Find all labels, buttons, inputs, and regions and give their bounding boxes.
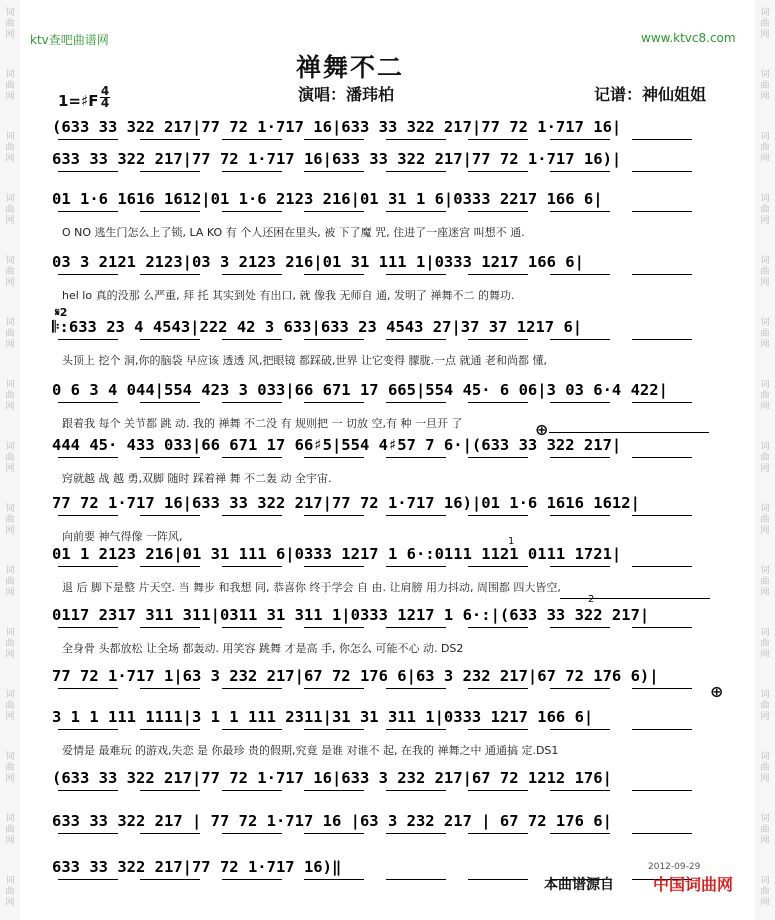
beam-line [140, 688, 200, 689]
beam-line [304, 627, 364, 628]
beam-line [140, 339, 200, 340]
watermark-char: 曲 [5, 81, 15, 91]
beam-line [58, 515, 118, 516]
beam-line [468, 339, 528, 340]
watermark-char: 曲 [760, 701, 770, 711]
watermark-char: 网 [5, 650, 15, 660]
watermark-char: 词 [760, 814, 770, 824]
watermark-char: 曲 [760, 329, 770, 339]
beam-line [632, 729, 692, 730]
watermark-char: 词 [760, 752, 770, 762]
beam-line [632, 171, 692, 172]
beam-line [304, 171, 364, 172]
watermark-char: 网 [760, 402, 770, 412]
watermark-glyph [758, 380, 772, 413]
watermark-char: 曲 [760, 825, 770, 835]
watermark-char: 曲 [760, 391, 770, 401]
coda-mark: ⊕ [535, 420, 549, 439]
beam-lines [52, 274, 712, 279]
watermark-glyph [3, 70, 17, 103]
watermark-char: 网 [5, 712, 15, 722]
beam-line [386, 879, 446, 880]
site-left-link[interactable]: ktv查吧曲谱网 [30, 33, 109, 47]
beam-line [58, 339, 118, 340]
notation-row: 77 72 1·717 16|633 33 322 217|77 72 1·717 16)|01 1·6 1616 1612| [52, 494, 640, 512]
watermark-glyph [3, 690, 17, 723]
watermark-char: 曲 [5, 329, 15, 339]
watermark-glyph [3, 442, 17, 475]
watermark-char: 网 [760, 92, 770, 102]
beam-line [58, 688, 118, 689]
beam-line [386, 402, 446, 403]
beam-line [386, 790, 446, 791]
watermark-char: 曲 [5, 205, 15, 215]
watermark-char: 曲 [5, 143, 15, 153]
beam-line [304, 833, 364, 834]
beam-line [222, 879, 282, 880]
watermark-char: 词 [760, 504, 770, 514]
watermark-glyph [758, 814, 772, 847]
beam-line [468, 402, 528, 403]
watermark-char: 词 [760, 566, 770, 576]
watermark-char: 网 [760, 30, 770, 40]
beam-line [304, 211, 364, 212]
watermark-glyph [3, 8, 17, 41]
beam-line [468, 515, 528, 516]
key-signature: 1=♯F [58, 92, 99, 110]
watermark-glyph [758, 628, 772, 661]
watermark-char: 网 [5, 402, 15, 412]
watermark-glyph [3, 132, 17, 165]
footer-source-label: 本曲谱源自 [544, 877, 614, 893]
beam-line [550, 688, 610, 689]
beam-lines [52, 729, 712, 734]
beam-lines [52, 833, 712, 838]
beam-line [58, 566, 118, 567]
beam-line [304, 339, 364, 340]
beam-line [468, 729, 528, 730]
time-sig-top: 4 [100, 84, 110, 98]
beam-line [632, 402, 692, 403]
watermark-glyph [758, 318, 772, 351]
beam-line [304, 879, 364, 880]
watermark-char: 词 [5, 380, 15, 390]
beam-line [58, 139, 118, 140]
beam-line [140, 457, 200, 458]
beam-line [222, 729, 282, 730]
watermark-glyph [3, 814, 17, 847]
beam-line [58, 457, 118, 458]
watermark-char: 曲 [760, 887, 770, 897]
watermark-char: 词 [760, 876, 770, 886]
watermark-char: 网 [5, 836, 15, 846]
beam-line [222, 339, 282, 340]
beam-line [58, 790, 118, 791]
beam-lines [52, 627, 712, 632]
volta-first: 1 [508, 536, 515, 547]
notation-row: 444 45· 433 033|66 671 17 66♯5|554 4♯57 7 6·|(633 33 322 217| [52, 436, 622, 454]
footer-source-brand[interactable]: 中国词曲网 [653, 875, 734, 894]
watermark-char: 词 [760, 442, 770, 452]
beam-line [632, 833, 692, 834]
beam-line [386, 688, 446, 689]
watermark-char: 网 [5, 30, 15, 40]
beam-line [140, 171, 200, 172]
watermark-char: 网 [760, 836, 770, 846]
beam-lines [52, 688, 712, 693]
beam-line [58, 171, 118, 172]
beam-line [386, 274, 446, 275]
beam-line [550, 833, 610, 834]
watermark-char: 词 [760, 690, 770, 700]
beam-line [58, 274, 118, 275]
watermark-char: 曲 [5, 391, 15, 401]
watermark-char: 曲 [5, 19, 15, 29]
beam-line [304, 457, 364, 458]
beam-line [304, 515, 364, 516]
beam-line [386, 171, 446, 172]
beam-line [550, 339, 610, 340]
watermark-glyph [758, 194, 772, 227]
beam-line [222, 833, 282, 834]
watermark-glyph [3, 380, 17, 413]
beam-line [222, 566, 282, 567]
watermark-char: 曲 [760, 453, 770, 463]
volta-bracket-first [549, 432, 709, 433]
watermark-char: 网 [5, 340, 15, 350]
notation-row: 3 1 1 111 1111|3 1 1 111 2311|31 31 311 1|0333 1217 166 6| [52, 708, 594, 726]
time-signature [100, 86, 110, 109]
beam-line [140, 566, 200, 567]
watermark-glyph [3, 876, 17, 909]
lyrics-row: O NO 逃生门怎么上了锁, LA KO 有 个人还困在里头, 被 下了魔 咒, 住进了一座迷宫 叫想不 通. [62, 226, 525, 239]
watermark-char: 曲 [5, 639, 15, 649]
beam-line [140, 729, 200, 730]
beam-line [386, 729, 446, 730]
watermark-char: 曲 [760, 763, 770, 773]
beam-line [468, 879, 528, 880]
beam-line [632, 274, 692, 275]
beam-line [58, 729, 118, 730]
watermark-char: 曲 [760, 205, 770, 215]
beam-line [386, 627, 446, 628]
watermark-char: 词 [5, 752, 15, 762]
notation-row: 77 72 1·717 1|63 3 232 217|67 72 176 6|63 3 232 217|67 72 176 6)| [52, 667, 659, 685]
beam-line [550, 790, 610, 791]
watermark-char: 网 [5, 526, 15, 536]
watermark-glyph [3, 566, 17, 599]
watermark-char: 网 [760, 898, 770, 908]
beam-line [304, 790, 364, 791]
beam-line [304, 139, 364, 140]
watermark-char: 曲 [5, 453, 15, 463]
beam-line [140, 211, 200, 212]
watermark-glyph [3, 628, 17, 661]
beam-line [632, 688, 692, 689]
beam-line [468, 274, 528, 275]
watermark-char: 网 [5, 154, 15, 164]
singer-credit: 演唱：潘玮柏 [298, 85, 395, 104]
beam-line [222, 274, 282, 275]
beam-line [632, 790, 692, 791]
watermark-char: 曲 [5, 887, 15, 897]
watermark-glyph [3, 318, 17, 351]
watermark-char: 网 [5, 92, 15, 102]
watermark-char: 词 [5, 876, 15, 886]
beam-line [222, 515, 282, 516]
beam-line [550, 729, 610, 730]
watermark-char: 曲 [760, 577, 770, 587]
beam-lines [52, 790, 712, 795]
watermark-glyph [758, 752, 772, 785]
watermark-char: 词 [760, 132, 770, 142]
watermark-glyph [758, 566, 772, 599]
beam-line [468, 566, 528, 567]
beam-line [550, 274, 610, 275]
beam-line [304, 566, 364, 567]
notation-row: 633 33 322 217|77 72 1·717 16|633 33 322 217|77 72 1·717 16)| [52, 150, 622, 168]
watermark-char: 词 [5, 256, 15, 266]
watermark-glyph [3, 256, 17, 289]
beam-lines [52, 139, 712, 144]
beam-line [140, 790, 200, 791]
watermark-char: 曲 [760, 143, 770, 153]
watermark-glyph [758, 8, 772, 41]
beam-line [468, 211, 528, 212]
beam-line [140, 139, 200, 140]
watermark-char: 词 [5, 132, 15, 142]
notation-row: 633 33 322 217|77 72 1·717 16)‖ [52, 858, 342, 876]
notation-row: 633 33 322 217 | 77 72 1·717 16 |63 3 232 217 | 67 72 176 6| [52, 812, 612, 830]
beam-line [58, 833, 118, 834]
watermark-char: 词 [5, 566, 15, 576]
beam-line [550, 402, 610, 403]
beam-line [58, 627, 118, 628]
lyrics-row: 全身骨 头都放松 让全场 都轰动. 用笑容 跳舞 才是高 手, 你怎么 可能不心 动. DS2 [62, 642, 464, 655]
watermark-glyph [758, 256, 772, 289]
beam-line [386, 515, 446, 516]
watermark-char: 网 [760, 588, 770, 598]
segno-mark: 𝄋2 [55, 306, 68, 319]
beam-line [222, 211, 282, 212]
beam-line [632, 211, 692, 212]
watermark-glyph [758, 132, 772, 165]
notation-row: 0 6 3 4 044|554 423 3 033|66 671 17 665|554 45· 6 06|3 03 6·4 422| [52, 381, 668, 399]
watermark-char: 词 [760, 628, 770, 638]
beam-line [222, 171, 282, 172]
coda-mark-end: ⊕ [710, 682, 724, 701]
beam-line [550, 211, 610, 212]
watermark-char: 曲 [5, 515, 15, 525]
beam-line [550, 627, 610, 628]
watermark-char: 词 [5, 814, 15, 824]
watermark-glyph [758, 876, 772, 909]
lyrics-row: 退 后 脚下是整 片天空. 当 舞步 和我想 同, 恭喜你 终于学会 自 由. 让肩膀 用力抖动, 周围都 四大皆空, [62, 581, 561, 594]
watermark-glyph [3, 752, 17, 785]
beam-line [468, 688, 528, 689]
beam-line [304, 729, 364, 730]
beam-line [140, 274, 200, 275]
watermark-char: 网 [760, 774, 770, 784]
watermark-char: 曲 [5, 763, 15, 773]
watermark-char: 网 [760, 154, 770, 164]
footer-date: 2012-09-29 [648, 862, 701, 872]
watermark-char: 曲 [760, 267, 770, 277]
watermark-char: 网 [760, 278, 770, 288]
beam-line [550, 457, 610, 458]
watermark-char: 词 [5, 194, 15, 204]
beam-line [468, 627, 528, 628]
watermark-char: 词 [760, 70, 770, 80]
beam-line [222, 402, 282, 403]
notation-row: (633 33 322 217|77 72 1·717 16|633 33 322 217|77 72 1·717 16| [52, 118, 622, 136]
beam-line [632, 566, 692, 567]
lyrics-row: 窍就越 战 越 勇,双脚 随时 踩着禅 舞 不二轰 动 全宇宙. [62, 472, 332, 485]
watermark-char: 词 [5, 442, 15, 452]
beam-line [550, 171, 610, 172]
watermark-char: 网 [5, 774, 15, 784]
watermark-char: 曲 [5, 825, 15, 835]
beam-line [58, 211, 118, 212]
watermark-char: 网 [760, 216, 770, 226]
watermark-char: 网 [5, 898, 15, 908]
beam-line [386, 339, 446, 340]
lyrics-row: 爱情是 最难玩 的游戏,失恋 是 你最珍 贵的假期,究竟 是谁 对谁不 起, 在我的 禅舞之中 通通搞 定.DS1 [62, 744, 559, 757]
watermark-char: 网 [760, 712, 770, 722]
beam-line [468, 171, 528, 172]
beam-line [550, 566, 610, 567]
watermark-char: 曲 [760, 19, 770, 29]
watermark-char: 网 [5, 216, 15, 226]
watermark-glyph [758, 70, 772, 103]
watermark-char: 曲 [760, 81, 770, 91]
watermark-char: 词 [5, 628, 15, 638]
beam-lines [52, 515, 712, 520]
notation-row: 01 1 2123 216|01 31 111 6|0333 1217 1 6·:0111 1121 0111 1721| [52, 545, 622, 563]
watermark-char: 网 [5, 588, 15, 598]
beam-lines [52, 339, 712, 344]
beam-line [468, 139, 528, 140]
watermark-char: 词 [760, 256, 770, 266]
transcriber-credit: 记谱：神仙姐姐 [594, 85, 707, 104]
beam-line [468, 833, 528, 834]
beam-line [632, 139, 692, 140]
beam-line [58, 879, 118, 880]
watermark-char: 词 [760, 8, 770, 18]
beam-lines [52, 171, 712, 176]
notation-row: 𝄆:633 23 4 4543|222 42 3 633|633 23 4543 27|37 37 1217 6| [52, 318, 583, 336]
watermark-char: 词 [5, 70, 15, 80]
watermark-char: 曲 [760, 515, 770, 525]
beam-line [386, 211, 446, 212]
watermark-char: 词 [5, 8, 15, 18]
watermark-char: 词 [760, 318, 770, 328]
beam-line [304, 688, 364, 689]
beam-line [304, 274, 364, 275]
notation-row: (633 33 322 217|77 72 1·717 16|633 3 232 217|67 72 1212 176| [52, 769, 612, 787]
watermark-char: 曲 [760, 639, 770, 649]
beam-line [468, 790, 528, 791]
beam-line [58, 402, 118, 403]
watermark-char: 网 [5, 464, 15, 474]
song-title: 禅舞不二 [296, 53, 405, 82]
beam-line [632, 627, 692, 628]
beam-line [140, 879, 200, 880]
beam-line [632, 515, 692, 516]
watermark-glyph [3, 194, 17, 227]
watermark-glyph [758, 690, 772, 723]
beam-lines [52, 457, 712, 462]
lyrics-row: 头顶上 挖个 洞,你的脑袋 早应该 透透 风,把眼镜 都踩破,世界 让它变得 朦胧.一点 就通 老和尚都 懂, [62, 354, 547, 367]
watermark-char: 词 [760, 380, 770, 390]
watermark-char: 网 [760, 526, 770, 536]
beam-line [140, 515, 200, 516]
beam-line [386, 457, 446, 458]
watermark-char: 曲 [5, 577, 15, 587]
beam-line [386, 139, 446, 140]
beam-line [550, 515, 610, 516]
watermark-glyph [3, 504, 17, 537]
beam-line [468, 457, 528, 458]
beam-line [222, 139, 282, 140]
watermark-char: 网 [760, 650, 770, 660]
watermark-char: 词 [5, 318, 15, 328]
beam-lines [52, 402, 712, 407]
volta-second: 2 [588, 594, 595, 605]
notation-row: 01 1·6 1616 1612|01 1·6 2123 216|01 31 1 6|0333 2217 166 6| [52, 190, 603, 208]
watermark-char: 词 [5, 504, 15, 514]
beam-line [140, 402, 200, 403]
beam-line [550, 139, 610, 140]
beam-line [222, 688, 282, 689]
watermark-glyph [758, 504, 772, 537]
watermark-char: 网 [760, 464, 770, 474]
lyrics-row: 跟着我 每个 关节都 跳 动. 我的 禅舞 不二没 有 规则把 一 切放 空,有 种 一旦开 了 [62, 417, 463, 430]
watermark-char: 词 [5, 690, 15, 700]
beam-line [386, 566, 446, 567]
beam-lines [52, 566, 712, 571]
beam-line [140, 833, 200, 834]
site-right-link[interactable]: www.ktvc8.com [641, 31, 736, 45]
beam-line [222, 790, 282, 791]
beam-lines [52, 211, 712, 216]
beam-line [304, 402, 364, 403]
watermark-char: 网 [5, 278, 15, 288]
volta-bracket-second [560, 598, 710, 599]
beam-line [632, 457, 692, 458]
beam-line [140, 627, 200, 628]
watermark-char: 词 [760, 194, 770, 204]
notation-row: 03 3 2121 2123|03 3 2123 216|01 31 111 1|0333 1217 166 6| [52, 253, 584, 271]
lyrics-row: hel lo 真的没那 么严重, 拜 托 其实到处 有出口, 就 像我 无师自 通, 发明了 禅舞不二 的舞功. [62, 289, 515, 302]
beam-line [222, 627, 282, 628]
beam-line [386, 833, 446, 834]
watermark-char: 曲 [5, 701, 15, 711]
watermark-glyph [758, 442, 772, 475]
beam-line [632, 339, 692, 340]
lyrics-row: 向前要 神气得像 一阵风, [62, 530, 183, 543]
notation-row: 0117 2317 311 311|0311 31 311 1|0333 1217 1 6·:|(633 33 322 217| [52, 606, 650, 624]
beam-line [222, 457, 282, 458]
watermark-char: 网 [760, 340, 770, 350]
watermark-char: 曲 [5, 267, 15, 277]
time-sig-bottom: 4 [100, 96, 110, 110]
